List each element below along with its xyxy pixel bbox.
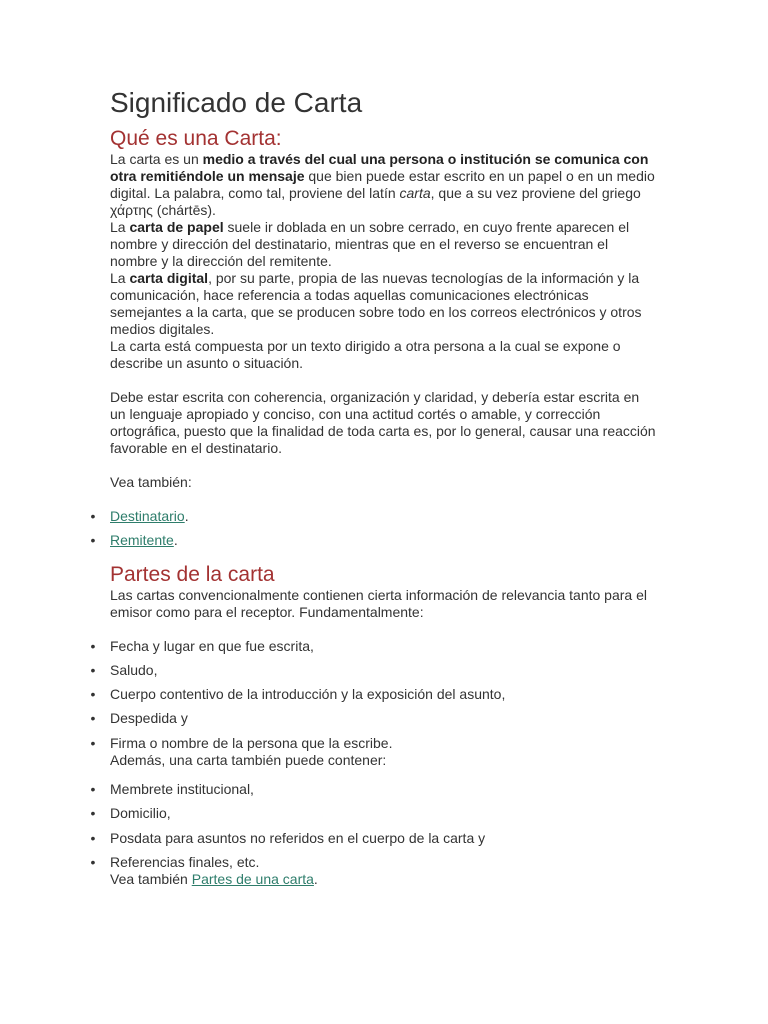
bullet-icon: • [90, 710, 96, 727]
list-item [90, 686, 658, 710]
text-run: La [110, 219, 130, 235]
list-item [90, 710, 658, 734]
link-suffix: . [313, 871, 318, 888]
article-body [90, 86, 658, 888]
link-remitente[interactable]: Remitente [110, 532, 174, 549]
list-item-text: Firma o nombre de la persona que la escribe. [110, 734, 393, 751]
bullet-icon: • [90, 686, 96, 703]
list-item-text: Fecha y lugar en que fue escrita, [110, 637, 314, 654]
bullet-icon: • [90, 508, 96, 524]
text-run: suele ir doblada en un sobre cerrado, en cuyo frente aparecen el nombre y dirección del destinatario, mientras que en el reverso se encuentran el nombre y la dirección del remitente. [110, 219, 630, 269]
list-item-text: Membrete institucional, [110, 781, 254, 798]
text-run: La [110, 270, 130, 286]
paragraph-coherencia: Debe estar escrita con coherencia, organización y claridad, y debería estar escrita en un lenguaje apropiado y conciso, con una actitud cortés o amable, y corrección ortográfica, puesto que la finalidad de toda carta es, por lo general, causar una reacción favorable en el destinatario. [110, 389, 656, 456]
bullet-icon: • [90, 805, 96, 822]
bullet-icon: • [90, 734, 96, 751]
list-item [90, 781, 658, 805]
list-item [90, 508, 658, 532]
list-item-text: Despedida y [110, 710, 188, 727]
italic-run: carta [399, 185, 431, 201]
bullet-icon: • [90, 661, 96, 678]
text-run: , que a su vez proviene del griego χάρτης (chártēs). [110, 185, 641, 218]
list-item [90, 829, 658, 854]
list-item-text: Saludo, [110, 661, 158, 678]
section-heading-que-es: Qué es una Carta: [110, 127, 282, 150]
list-item [90, 532, 658, 556]
list-item-text: Referencias finales, etc. [110, 853, 260, 870]
bullet-icon: • [90, 781, 96, 798]
link-suffix: . [184, 508, 189, 524]
page-title: Significado de Carta [110, 87, 363, 118]
paragraph-carta-papel [110, 219, 658, 270]
paragraph-definition [110, 151, 658, 219]
text-run: La carta es un [110, 151, 203, 167]
list-item-text: Domicilio, [110, 805, 171, 822]
see-also-list [90, 508, 658, 557]
bold-run: medio a través del cual una persona o institución se comunica con otra remitiéndole un mensaje [110, 151, 649, 184]
extras-intro: Además, una carta también puede contener: [110, 752, 387, 769]
paragraph-composicion: La carta está compuesta por un texto dirigido a otra persona a la cual se expone o describe un asunto o situación. [110, 338, 621, 371]
bullet-icon: • [90, 532, 96, 549]
list-item [90, 853, 658, 878]
see-also-label: Vea también: [110, 474, 192, 490]
section-heading-partes: Partes de la carta [110, 562, 275, 586]
bold-run: carta de papel [129, 219, 224, 235]
paragraph-carta-digital [110, 270, 658, 338]
list-item [90, 661, 658, 686]
link-partes-de-una-carta[interactable]: Partes de una carta [191, 871, 314, 888]
list-item-text: Posdata para asuntos no referidos en el cuerpo de la carta y [110, 829, 486, 846]
list-item-text: Cuerpo contentivo de la introducción y la exposición del asunto, [110, 686, 506, 703]
parts-list [90, 637, 658, 759]
text-run: Vea también [110, 871, 192, 888]
text-run: , por su parte, propia de las nuevas tecnologías de la información y la comunicación, hace referencia a todas aquellas comunicaciones electrónicas semejantes a la carta, que se producen sobre todo en los correos electrónicos y otros medios digitales. [110, 270, 642, 337]
paragraph-partes-intro: Las cartas convencionalmente contienen cierta información de relevancia tanto para el emisor como para el receptor. Fundamentalmente: [110, 586, 647, 620]
link-suffix: . [173, 532, 178, 549]
bullet-icon: • [90, 853, 96, 870]
bold-run: carta digital [129, 270, 209, 286]
list-item [90, 734, 658, 759]
list-item [90, 805, 658, 829]
bullet-icon: • [90, 829, 96, 846]
text-run: que bien puede estar escrito en un papel o en un medio digital. La palabra, como tal, proviene del latín [110, 168, 655, 201]
list-item [90, 637, 658, 662]
bullet-icon: • [90, 637, 96, 654]
extras-list [90, 781, 658, 878]
link-destinatario[interactable]: Destinatario [110, 508, 185, 524]
